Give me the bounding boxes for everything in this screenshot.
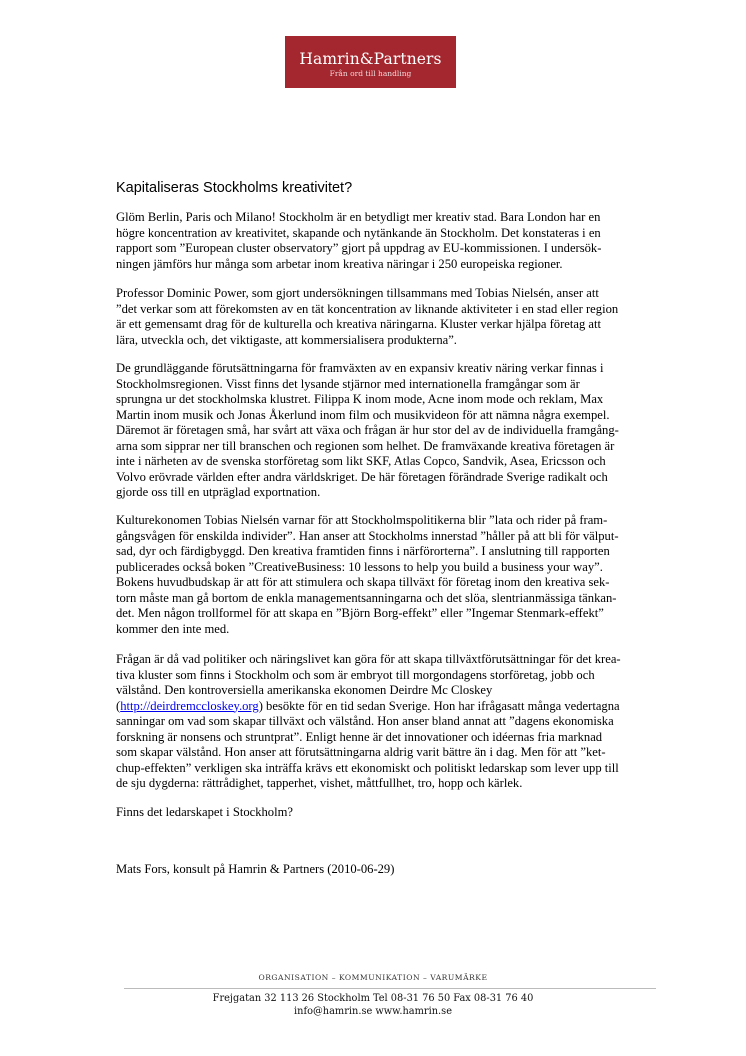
text-line: Bokens huvudbudskap är att för att stimulera och skapa tillväxt för företag inom den kreativa sek- [116,575,610,589]
text-line: Kulturekonomen Tobias Nielsén varnar för att Stockholmspolitikerna blir ”lata och rider på fram- [116,513,608,527]
text-line: högre koncentration av kreativitet, skapande och nytänkande än Stockholm. Det konstateras i en [116,225,601,240]
text-line: Däremot är företagen små, har svårt att växa och frågan är hur stor del av de individuella framgång- [116,423,619,437]
text-line: tiva kluster som finns i Stockholm och som är embryot till morgondagens storföretag, jobb och [116,667,595,682]
text-line: sanningar om vad som skapar tillväxt och välstånd. Hon anser bland annat att ”dagens ekonomiska [116,714,614,728]
footer-divider [124,988,656,989]
text-line: Finns det ledarskapet i Stockholm? [116,805,293,819]
link-trailing-text: ) besökte för en tid sedan Sverige. Hon har ifrågasatt många vedertagna [258,698,620,713]
logo-tagline: Från ord till handling [329,69,412,78]
footer-address: Frejgatan 32 113 26 Stockholm Tel 08-31 76 50 Fax 08-31 76 40 [212,993,534,1004]
text-line: arna som sipprar ner till branschen och regionen som helhet. De framväxande kreativa företagen är [116,438,615,453]
signature-text: Mats Fors, konsult på Hamrin & Partners (2010-06-29) [116,862,395,876]
text-line: inte i närheten av de svenska storföretag som likt SKF, Atlas Copco, Sandvik, Asea, Ericsson och [116,454,606,468]
text-line: sprungna ur det stockholmska klustret. Filippa K inom mode, Acne inom mode och reklam, Max [116,392,604,406]
signature [116,862,672,878]
text-line: Volvo erövrade världen efter andra världskriget. De här företagen förändrade Sverige radikalt och [116,469,608,484]
text-line: publicerades också boken ”CreativeBusiness: 10 lessons to help you build a business your way”. [116,559,603,574]
text-line: Glöm Berlin, Paris och Milano! Stockholm är en betydligt mer kreativ stad. Bara London har en [116,210,601,224]
text-line-with-link [116,699,672,715]
text-line: kommer den inte med. [116,621,230,636]
text-line: är ett gemensamt drag för de kulturella och kreativa näringarna. Kluster verkar hjälpa företag att [116,317,601,331]
paragraph-6 [116,805,672,821]
paragraph-2 [116,286,672,348]
text-line: sad, dyr och färdigbyggd. Den kreativa framtiden finns i närförorterna”. I anslutning till rapporten [116,544,610,558]
paragraph-3 [116,361,672,501]
company-logo [285,36,456,88]
text-line: gjorde oss till en utpräglad exportnation. [116,485,321,499]
text-line: torn måste man gå bortom de enkla managementsanningarna och det slöa, slentrianmässiga tänkan- [116,590,617,605]
link-open-paren: ( [116,698,121,713]
footer-tagline: ORGANISATION – KOMMUNIKATION – VARUMÄRKE [258,973,488,982]
text-line: De grundläggande förutsättningarna för framväxten av en expansiv kreativ näring verkar finnas i [116,361,604,375]
paragraph-5 [116,652,672,792]
text-line: ningen jämförs hur många som arbetar inom kreativa näringar i 250 europeiska regioner. [116,256,563,271]
text-line: lära, utveckla och, det viktigaste, att kommersialisera produkterna”. [116,332,457,347]
text-line: de sju dygderna: rättrådighet, tapperhet, vishet, måttfullhet, tro, hopp och kärlek. [116,776,523,790]
text-line: forskning är nonsens och struntprat”. Enligt henne är det innovationer och idéernas fria marknad [116,729,603,744]
text-line: rapport som ”European cluster observatory” gjort på uppdrag av EU-kommissionen. I undersök- [116,241,602,255]
text-line: Martin inom musik och Jonas Åkerlund inom film och musikvideon för att nämna några exempel. [116,407,610,422]
text-line: gångsvågen för enskilda individer”. Han anser att Stockholms innerstad ”håller på att bli för välput- [116,528,619,543]
text-line: Stockholmsregionen. Visst finns det lysande stjärnor med internationella framgångar som är [116,376,580,391]
text-line: Frågan är då vad politiker och näringslivet kan göra för att skapa tillväxtförutsättningar för det krea- [116,652,621,666]
text-line: det. Men någon trollformel för att skapa en ”Björn Borg-effekt” eller ”Ingemar Stenmark-effekt” [116,606,604,620]
text-line: Professor Dominic Power, som gjort undersökningen tillsammans med Tobias Nielsén, anser att [116,286,599,300]
text-line: välstånd. Den kontroversiella amerikanska ekonomen Deirdre Mc Closkey [116,683,493,697]
logo-name: Hamrin&Partners [299,50,442,68]
text-line: chup-effekten” verkligen ska inträffa krävs ett ekonomiskt och politiskt ledarskap som lever upp till [116,760,619,775]
footer-contact: info@hamrin.se www.hamrin.se [294,1006,452,1017]
text-line: som skapar välstånd. Hon anser att förutsättningarna aldrig varit bättre än i dag. Men för att ”ket- [116,745,606,759]
mccloskey-website-link[interactable]: http://deirdremccloskey.org [120,698,259,713]
paragraph-4 [116,513,672,637]
article-title: Kapitaliseras Stockholms kreativitet? [116,180,353,196]
text-line: ”det verkar som att förekomsten av en tät koncentration av liknande aktiviteter i en stad eller region [116,301,619,316]
paragraph-1 [116,210,672,272]
